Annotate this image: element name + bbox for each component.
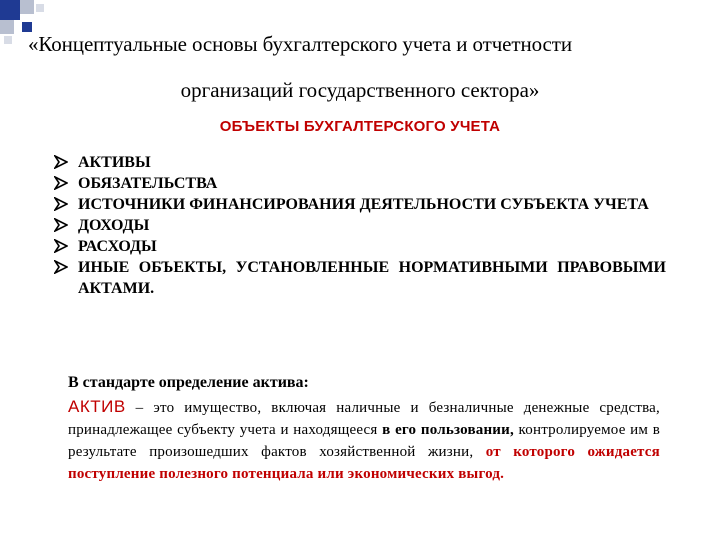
- definition-term: АКТИВ: [68, 397, 126, 416]
- list-item: ОБЯЗАТЕЛЬСТВА: [54, 173, 666, 194]
- list-item: АКТИВЫ: [54, 152, 666, 173]
- definition-text: [68, 396, 660, 485]
- definition-text-part2: контролируемое им в результате произошедших фактов хозяйственной жизни,: [68, 422, 660, 460]
- list-item: ДОХОДЫ: [54, 215, 666, 236]
- accounting-objects-list: [54, 152, 666, 299]
- definition-heading: В стандарте определение актива:: [68, 374, 309, 391]
- arrowhead-bullet-icon: [54, 239, 68, 253]
- arrowhead-bullet-icon: [54, 155, 68, 169]
- list-item: РАСХОДЫ: [54, 236, 666, 257]
- definition-text-highlight: от которого ожидается поступление полезного потенциала или экономических выгод.: [68, 444, 660, 482]
- list-item: ИСТОЧНИКИ ФИНАНСИРОВАНИЯ ДЕЯТЕЛЬНОСТИ СУБЪЕКТА УЧЕТА: [54, 194, 666, 215]
- arrowhead-bullet-icon: [54, 260, 68, 274]
- section-subtitle: ОБЪЕКТЫ БУХГАЛТЕРСКОГО УЧЕТА: [219, 118, 501, 135]
- title-line-1: «Концептуальные основы бухгалтерского учета и отчетности: [28, 32, 572, 56]
- list-item: ИНЫЕ ОБЪЕКТЫ, УСТАНОВЛЕННЫЕ НОРМАТИВНЫМИ ПРАВОВЫМИ АКТАМИ.: [54, 257, 666, 299]
- title-line-2: организаций государственного сектора»: [180, 78, 540, 102]
- arrowhead-bullet-icon: [54, 218, 68, 232]
- arrowhead-bullet-icon: [54, 176, 68, 190]
- arrowhead-bullet-icon: [54, 197, 68, 211]
- definition-text-bold: в его пользовании,: [382, 422, 514, 438]
- definition-text-part1: – это имущество, включая наличные и безналичные денежные средства, принадлежащее субъекту учета и находящееся: [68, 400, 660, 438]
